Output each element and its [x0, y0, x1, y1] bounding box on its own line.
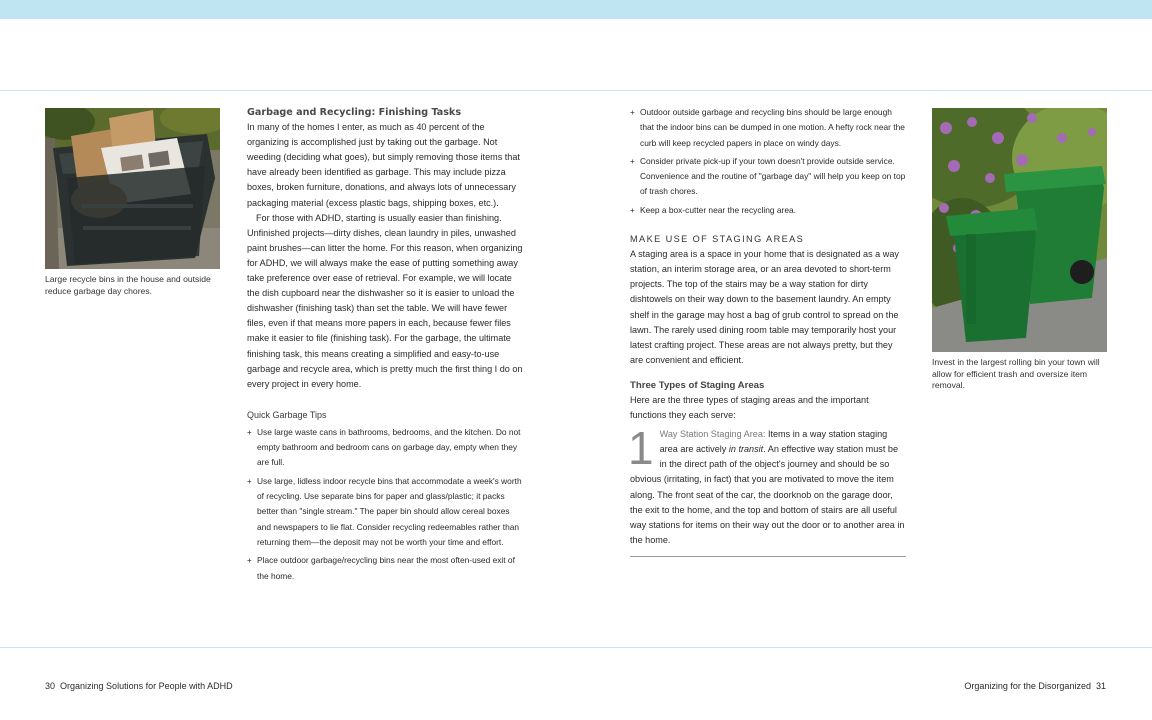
list-item: + Use large, lidless indoor recycle bins that accommodate a week's worth of recycling. Use separate bins for paper and glass/plastic; it packs better than "single stream." The paper bin should allow cereal boxes and newspapers to lie flat. Consider recycling redeemables rather than returning them—the deposit may not be worth your time and effort.: [247, 474, 525, 550]
staging-section-heading: MAKE USE OF STAGING AREAS: [630, 234, 805, 245]
garbage-section-heading: Garbage and Recycling: Finishing Tasks: [247, 107, 462, 118]
left-running-title: Organizing Solutions for People with ADHD: [60, 681, 233, 691]
right-running-title: Organizing for the Disorganized: [964, 681, 1091, 691]
list-item: + Outdoor outside garbage and recycling bins should be large enough that the indoor bins can be dumped in one motion. A hefty rock near the curb will keep recycled papers in place on windy days.: [630, 105, 906, 151]
rolling-bins-photo: [932, 108, 1107, 352]
right-page-number: 31: [1095, 681, 1106, 691]
top-color-band: [0, 0, 1152, 19]
drop-cap-number: 1: [628, 422, 654, 475]
left-page-number: 30: [45, 681, 56, 691]
footer-rule: [0, 647, 1152, 648]
staging-item-1-text-after: . An effective way station must be in the direct path of the object's journey and should be so obvious (irritating, in fact) that you are motivated to move the item along. The front seat of the car, the doorknob on the garage door, the exit to the home, and the top and bottom of stairs are all useful way stations for items on their way out the door or to another area in the home.: [630, 444, 905, 545]
quick-tips-heading: Quick Garbage Tips: [247, 409, 327, 420]
staging-item-1: [628, 422, 906, 548]
staging-paragraph: A staging area is a space in your home that is designated as a way station, an interim storage area, or an area devoted to short-term projects. The top of the stairs may be a way station for dirty dishtowels on their way down to the basement laundry. An empty shelf in the garage may host a bag of grub control to spread on the lawn. The rarely used dining room table may temporarily host your latest crafting project. These areas are not always pretty, but they are convenient and efficient.: [630, 249, 899, 365]
right-text-column: [630, 105, 906, 557]
left-paragraph-1: In many of the homes I enter, as much as 40 percent of the organizing is accomplished just by taking out the garbage. Not weeding (deciding what goes), but simply removing those items that have already been identified as garbage. This may include pizza boxes, broken furniture, donations, and always lots of unnecessary packaging material (excess plastic bags, shipping boxes, etc.).: [247, 122, 520, 208]
staging-types-intro: Here are the three types of staging areas and the important functions they each serve:: [630, 395, 869, 421]
section-end-rule: [630, 556, 906, 557]
staging-item-1-emphasis: in transit: [728, 444, 764, 455]
list-item: + Place outdoor garbage/recycling bins near the most often-used exit of the home.: [247, 553, 525, 584]
list-item: + Use large waste cans in bathrooms, bedrooms, and the kitchen. Do not empty bathroom and bedroom cans on garbage day, empty when they are full.: [247, 425, 525, 471]
list-item: + Consider private pick-up if your town doesn't provide outside service. Convenience and the routine of "garbage day" will help you keep on top of trash chores.: [630, 154, 906, 200]
staging-item-1-text-before: Items in a way station staging area are actively: [659, 429, 888, 455]
header-rule: [0, 90, 1152, 91]
outdoor-tips-list: [630, 105, 906, 218]
quick-tips-list: [247, 425, 525, 584]
recycle-bin-photo: [45, 108, 220, 269]
left-text-column: [247, 105, 525, 587]
left-photo-caption: Large recycle bins in the house and outside reduce garbage day chores.: [45, 274, 211, 296]
staging-item-1-label: Way Station Staging Area:: [659, 429, 766, 440]
left-paragraph-2: For those with ADHD, starting is usually easier than finishing. Unfinished projects—dirty dishes, clean laundry in piles, unwashed paint brushes—can litter the home. For this reason, when organizing for ADHD, we will always make the ease of putting something away take preference over ease of retrieval. For example, we will locate the dish cupboard near the dishwasher so it is easier to unload the dishwasher (finishing task) than set the table. We will have fewer files, even if that means more papers in each, because fewer files make it easier to file (finishing task). For the garbage, the ultimate finishing task, this means creating a simplified and easy-to-use garbage and recycle area, which is pretty much the first thing I do on every project in every home.: [247, 212, 523, 389]
list-item: + Keep a box-cutter near the recycling area.: [630, 203, 906, 218]
right-photo-caption: Invest in the largest rolling bin your town will allow for efficient trash and oversize item removal.: [932, 357, 1100, 390]
staging-types-subheading: Three Types of Staging Areas: [630, 379, 765, 391]
left-page-footer: [45, 681, 233, 691]
right-page-footer: [964, 681, 1106, 691]
